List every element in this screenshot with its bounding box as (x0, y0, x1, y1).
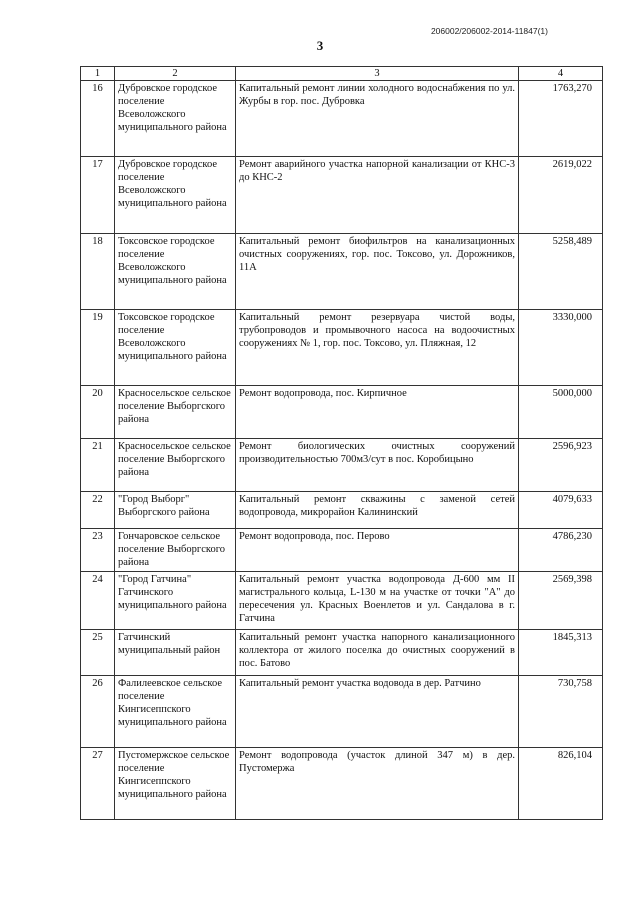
municipality-cell: Фалилеевское сельское поселение Кингисеппского муниципального района (115, 676, 236, 748)
amount-cell: 826,104 (519, 748, 603, 820)
column-header: 4 (519, 67, 603, 81)
table-row (81, 81, 603, 157)
municipality-cell: Дубровское городское поселение Всеволожского муниципального района (115, 81, 236, 157)
municipality-cell: Гончаровское сельское поселение Выборгского района (115, 529, 236, 572)
amount-cell: 730,758 (519, 676, 603, 748)
work-description-cell: Капитальный ремонт резервуара чистой воды, трубопроводов и промывочного насоса на водоочистных сооружениях № 1, гор. пос. Токсово, ул. Пляжная, 12 (236, 310, 519, 386)
row-number: 24 (81, 572, 115, 630)
amount-cell: 3330,000 (519, 310, 603, 386)
table-row (81, 310, 603, 386)
table-row (81, 492, 603, 529)
work-description-cell: Ремонт водопровода, пос. Кирпичное (236, 386, 519, 439)
municipality-cell: Гатчинский муниципальный район (115, 630, 236, 676)
work-description-cell: Капитальный ремонт участка водопровода Д-600 мм II магистрального кольца, L-130 м на участке от точки "А" до пересечения ул. Красных Военлетов и ул. Сандалова в г. Гатчина (236, 572, 519, 630)
work-description-cell: Ремонт аварийного участка напорной канализации от КНС-3 до КНС-2 (236, 157, 519, 234)
amount-cell: 5258,489 (519, 234, 603, 310)
municipality-cell: "Город Гатчина" Гатчинского муниципального района (115, 572, 236, 630)
work-description-cell: Ремонт водопровода (участок длиной 347 м) в дер. Пустомержа (236, 748, 519, 820)
table-row (81, 386, 603, 439)
row-number: 17 (81, 157, 115, 234)
row-number: 16 (81, 81, 115, 157)
table-row (81, 234, 603, 310)
row-number: 25 (81, 630, 115, 676)
page-number: 3 (316, 38, 324, 53)
row-number: 26 (81, 676, 115, 748)
work-description-cell: Капитальный ремонт участка водовода в дер. Ратчино (236, 676, 519, 748)
funding-table (80, 66, 603, 820)
row-number: 22 (81, 492, 115, 529)
table-row (81, 572, 603, 630)
column-header: 1 (81, 67, 115, 81)
work-description-cell: Ремонт водопровода, пос. Перово (236, 529, 519, 572)
amount-cell: 2569,398 (519, 572, 603, 630)
municipality-cell: Красносельское сельское поселение Выборгского района (115, 439, 236, 492)
municipality-cell: Красносельское сельское поселение Выборгского района (115, 386, 236, 439)
table-row (81, 157, 603, 234)
work-description-cell: Капитальный ремонт биофильтров на канализационных очистных сооружениях, гор. пос. Токсово, ул. Дорожников, 11А (236, 234, 519, 310)
amount-cell: 1845,313 (519, 630, 603, 676)
municipality-cell: Токсовское городское поселение Всеволожского муниципального района (115, 310, 236, 386)
amount-cell: 1763,270 (519, 81, 603, 157)
municipality-cell: Дубровское городское поселение Всеволожского муниципального района (115, 157, 236, 234)
document-id: 206002/206002-2014-11847(1) (430, 26, 548, 36)
municipality-cell: Токсовское городское поселение Всеволожского муниципального района (115, 234, 236, 310)
table-row (81, 748, 603, 820)
table-row (81, 529, 603, 572)
amount-cell: 4079,633 (519, 492, 603, 529)
amount-cell: 4786,230 (519, 529, 603, 572)
row-number: 21 (81, 439, 115, 492)
column-header: 2 (115, 67, 236, 81)
table-row (81, 630, 603, 676)
municipality-cell: "Город Выборг" Выборгского района (115, 492, 236, 529)
work-description-cell: Капитальный ремонт участка напорного канализационного коллектора от жилого поселка до очистных сооружений в пос. Батово (236, 630, 519, 676)
column-header: 3 (236, 67, 519, 81)
row-number: 27 (81, 748, 115, 820)
row-number: 18 (81, 234, 115, 310)
table-row (81, 676, 603, 748)
row-number: 20 (81, 386, 115, 439)
work-description-cell: Ремонт биологических очистных сооружений производительностью 700м3/сут в пос. Коробицыно (236, 439, 519, 492)
row-number: 23 (81, 529, 115, 572)
amount-cell: 2596,923 (519, 439, 603, 492)
amount-cell: 5000,000 (519, 386, 603, 439)
amount-cell: 2619,022 (519, 157, 603, 234)
table-row (81, 439, 603, 492)
work-description-cell: Капитальный ремонт линии холодного водоснабжения по ул. Журбы в гор. пос. Дубровка (236, 81, 519, 157)
work-description-cell: Капитальный ремонт скважины с заменой сетей водопровода, микрорайон Калининский (236, 492, 519, 529)
municipality-cell: Пустомержское сельское поселение Кингисеппского муниципального района (115, 748, 236, 820)
row-number: 19 (81, 310, 115, 386)
table-header-row (81, 67, 603, 81)
